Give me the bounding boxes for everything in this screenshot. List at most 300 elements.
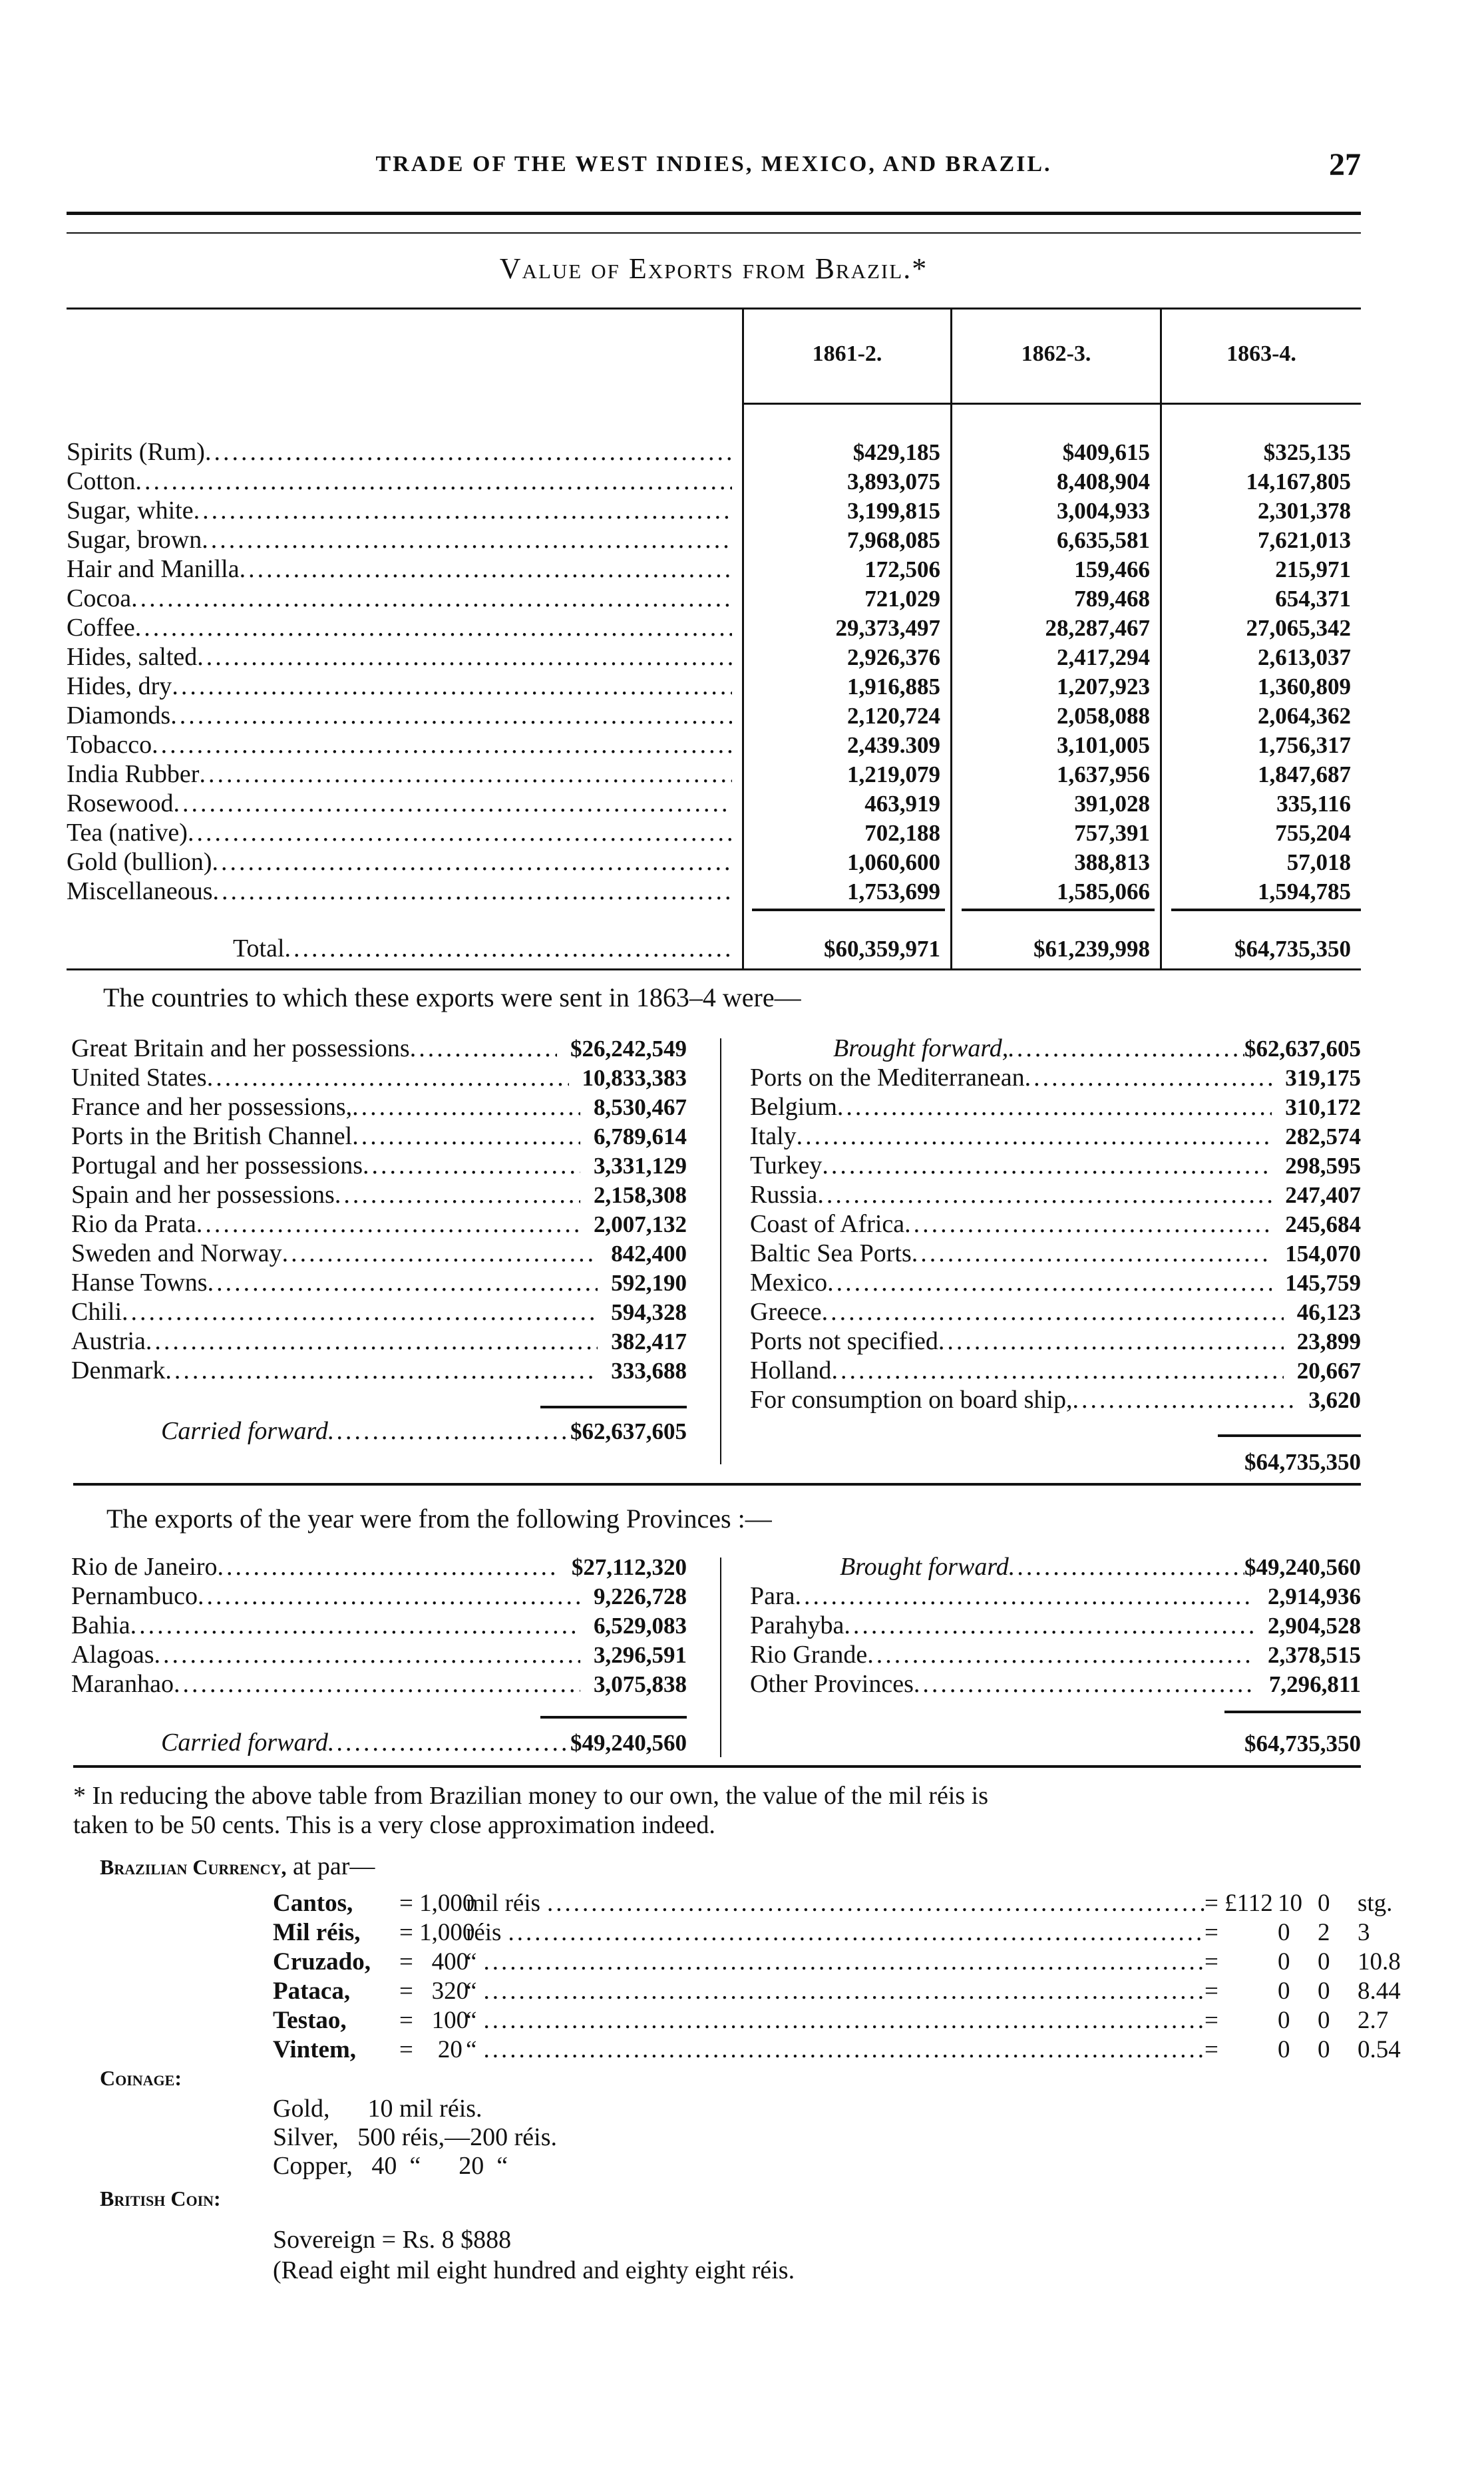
row-label-cell: [67, 525, 732, 554]
item-label: Bahia: [71, 1611, 130, 1639]
footnote-line: taken to be 50 cents. This is a very close approximation indeed.: [73, 1811, 715, 1839]
currency-unit: mil réis: [466, 1890, 541, 1917]
row-label: Sugar, white: [67, 497, 194, 524]
row-label-cell: [67, 730, 732, 759]
total-label: Total: [233, 934, 285, 962]
dot-leader: [912, 1239, 1272, 1268]
item-label: Ports not specified: [750, 1327, 938, 1355]
item-value: 333,688: [611, 1358, 687, 1384]
table-row: [67, 613, 1361, 642]
provinces-right-list: [750, 1581, 1361, 1699]
brought-forward-value: $49,240,560: [1244, 1554, 1361, 1580]
currency-b: 0: [1318, 2036, 1330, 2063]
cell-value: 7,621,013: [1258, 527, 1351, 553]
cell-value: 1,756,317: [1258, 732, 1351, 758]
currency-eq: = 20: [399, 2036, 463, 2063]
item-label-cell: [750, 1611, 1254, 1640]
currency-c: 2.7: [1358, 2007, 1389, 2034]
column-header: 1862-3.: [1021, 341, 1091, 366]
dot-leader: [483, 2006, 1205, 2035]
item-label-cell: [750, 1092, 1272, 1122]
provinces-left-list: [71, 1552, 687, 1699]
item-value: 2,378,515: [1268, 1642, 1361, 1668]
cell-value: 2,926,376: [847, 644, 940, 670]
list-item: [750, 1385, 1361, 1414]
item-label-cell: [750, 1239, 1272, 1268]
carried-forward-label: Carried forward: [161, 1417, 328, 1445]
row-label-cell: [67, 613, 732, 642]
item-label-cell: [750, 1669, 1256, 1699]
sum-rule: [1171, 909, 1361, 911]
currency-eq: = 320: [399, 1977, 469, 2005]
item-label-cell: [71, 1063, 569, 1092]
countries-left-list: [71, 1034, 687, 1385]
cell-value: 159,466: [1074, 556, 1150, 582]
coinage-heading: Coinage:: [100, 2066, 182, 2090]
row-label: Hides, dry: [67, 672, 172, 700]
cell-value: 3,004,933: [1057, 498, 1150, 524]
row-label-cell: [67, 789, 732, 818]
item-label-cell: [71, 1552, 558, 1581]
currency-equals: =: [1205, 1948, 1218, 1975]
cell-value: 1,207,923: [1057, 674, 1150, 700]
table-row: [67, 730, 1361, 759]
dot-leader: [188, 818, 732, 847]
cell-value: 1,060,600: [847, 849, 940, 875]
item-value: 46,123: [1296, 1299, 1361, 1325]
currency-c: 10.8: [1358, 1948, 1401, 1975]
cell-value: 2,439.309: [847, 732, 940, 758]
item-value: 2,904,528: [1268, 1613, 1361, 1639]
currency-eq: = 400: [399, 1948, 469, 1975]
list-item: [71, 1640, 687, 1669]
row-label-cell: [67, 847, 732, 877]
currency-a: 0: [1278, 1977, 1290, 2005]
currency-unit-cell: [466, 1948, 1205, 1977]
list-item: [750, 1327, 1361, 1356]
list-item: [750, 1122, 1361, 1151]
list-item: [71, 1669, 687, 1699]
item-label-cell: [750, 1063, 1272, 1092]
row-label-cell: [67, 437, 732, 467]
list-item: [71, 1239, 687, 1268]
currency-unit-cell: [466, 2006, 1205, 2035]
footnote: [73, 1781, 1361, 1840]
item-label-cell: [71, 1151, 580, 1180]
item-label-cell: [71, 1268, 598, 1297]
item-label-cell: [71, 1180, 580, 1209]
item-label-cell: [750, 1151, 1272, 1180]
row-label-cell: [67, 554, 732, 584]
item-value: 3,331,129: [594, 1153, 687, 1179]
cell-value: 8,408,904: [1057, 469, 1150, 495]
item-value: 842,400: [611, 1241, 687, 1267]
cell-value: 702,188: [864, 820, 940, 846]
dot-leader: [172, 672, 732, 701]
item-label-cell: [750, 1581, 1254, 1611]
cell-value: 789,468: [1074, 586, 1150, 612]
provinces-total: $64,735,350: [1244, 1731, 1361, 1757]
currency-b: 0: [1318, 2007, 1330, 2034]
cell-value: 1,847,687: [1258, 761, 1351, 787]
item-label: Rio da Prata: [71, 1210, 196, 1238]
dot-leader: [483, 1948, 1205, 1977]
header-double-rule: [67, 212, 1361, 234]
cell-value: 14,167,805: [1246, 469, 1351, 495]
table-row: [67, 584, 1361, 613]
currency-a: 0: [1278, 1919, 1290, 1946]
list-item: [71, 1268, 687, 1297]
row-label: Rosewood: [67, 789, 174, 817]
cell-value: $325,135: [1263, 439, 1351, 465]
item-label-cell: [71, 1297, 598, 1327]
coinage-item: Silver, 500 réis,—200 réis.: [273, 2123, 557, 2151]
item-label: Baltic Sea Ports: [750, 1239, 912, 1267]
cell-value: 388,813: [1074, 849, 1150, 875]
dot-leader: [154, 1640, 580, 1669]
item-value: 2,158,308: [594, 1182, 687, 1208]
item-label: Ports in the British Channel: [71, 1122, 353, 1150]
list-item: [71, 1327, 687, 1356]
row-label: Hair and Manilla: [67, 555, 240, 583]
row-label-cell: [67, 877, 732, 906]
currency-name: Testao,: [273, 2007, 347, 2034]
column-header: 1861-2.: [812, 341, 882, 366]
header-rule: [742, 403, 1361, 405]
list-item: [71, 1063, 687, 1092]
item-value: 245,684: [1285, 1211, 1361, 1237]
item-label-cell: [750, 1640, 1254, 1669]
footnote-line: * In reducing the above table from Brazilian money to our own, the value of the mil réis is: [73, 1782, 988, 1810]
item-value: 8,530,467: [594, 1094, 687, 1120]
list-item: [750, 1356, 1361, 1385]
currency-b: 2: [1318, 1919, 1330, 1946]
item-label: Pernambuco: [71, 1582, 198, 1610]
dot-leader: [213, 877, 732, 906]
item-label: Mexico: [750, 1269, 828, 1297]
item-label-cell: [71, 1581, 580, 1611]
cell-value: $429,185: [852, 439, 940, 465]
dot-leader: [335, 1180, 580, 1209]
item-label-cell: [750, 1327, 1284, 1356]
list-item: [750, 1180, 1361, 1209]
item-label: Hanse Towns: [71, 1269, 208, 1297]
item-value: 6,789,614: [594, 1124, 687, 1149]
dot-leader: [205, 437, 732, 467]
dot-leader: [199, 759, 732, 789]
cell-value: 1,753,699: [847, 879, 940, 905]
item-label-cell: [71, 1327, 598, 1356]
item-label-cell: [71, 1209, 580, 1239]
table-caption: Value of Exports from Brazil.*: [499, 252, 928, 285]
table-row: [67, 847, 1361, 877]
item-value: 247,407: [1285, 1182, 1361, 1208]
dot-leader: [483, 1977, 1205, 2006]
item-label: Alagoas: [71, 1641, 154, 1669]
item-label: Para: [750, 1582, 795, 1610]
list-item: [71, 1611, 687, 1640]
dot-leader: [240, 554, 732, 584]
carried-forward-value: $62,637,605: [570, 1418, 687, 1444]
dot-leader: [352, 1092, 580, 1122]
british-coin-list: [273, 2224, 795, 2286]
currency-unit-cell: [466, 2035, 1205, 2065]
item-label-cell: [750, 1180, 1272, 1209]
table-row: [67, 701, 1361, 730]
currency-eq: = 1,000: [399, 1919, 475, 1946]
item-value: 2,914,936: [1268, 1583, 1361, 1609]
row-label-cell: [67, 759, 732, 789]
currency-unit: réis: [466, 1919, 502, 1946]
currency-a: 0: [1278, 2007, 1290, 2034]
dot-leader: [135, 467, 732, 496]
item-label: Sweden and Norway: [71, 1239, 282, 1267]
sum-rule: [752, 909, 945, 911]
list-item: [750, 1669, 1361, 1699]
dot-leader: [218, 1552, 558, 1581]
dot-leader: [483, 2035, 1205, 2065]
currency-unit-cell: [466, 1889, 1205, 1918]
row-label: Diamonds: [67, 702, 171, 729]
row-label: Sugar, brown: [67, 526, 202, 554]
item-label-cell: [71, 1034, 557, 1063]
total-value: $61,239,998: [1033, 936, 1150, 962]
dot-leader: [914, 1669, 1256, 1699]
dot-leader: [131, 584, 732, 613]
item-value: 592,190: [611, 1270, 687, 1296]
currency-b: 0: [1318, 1977, 1330, 2005]
item-label: Spain and her possessions: [71, 1181, 335, 1209]
row-label: Gold (bullion): [67, 848, 212, 876]
dot-leader: [212, 847, 732, 877]
dot-leader: [410, 1034, 557, 1063]
dot-leader: [202, 525, 732, 554]
item-label: Austria: [71, 1327, 146, 1355]
dot-leader: [173, 789, 732, 818]
item-value: 154,070: [1285, 1241, 1361, 1267]
item-label-cell: [71, 1356, 598, 1385]
dot-leader: [152, 730, 732, 759]
item-label-cell: [750, 1209, 1272, 1239]
item-label: Great Britain and her possessions: [71, 1034, 410, 1062]
list-item: [750, 1239, 1361, 1268]
currency-name: Cantos,: [273, 1890, 353, 1917]
countries-total: $64,735,350: [1244, 1449, 1361, 1475]
countries-intro: The countries to which these exports were sent in 1863–4 were—: [103, 982, 801, 1012]
dot-leader: [194, 496, 732, 525]
list-item: [71, 1552, 687, 1581]
currency-equals: =: [1205, 2007, 1218, 2034]
list-item: [71, 1209, 687, 1239]
item-label: Denmark: [71, 1356, 166, 1384]
table-row: [67, 789, 1361, 818]
row-label: Cocoa: [67, 584, 132, 612]
cell-value: 335,116: [1276, 791, 1351, 817]
dot-leader: [547, 1889, 1205, 1918]
dot-leader: [208, 1268, 598, 1297]
carried-forward-value: $49,240,560: [570, 1730, 687, 1756]
cell-value: 3,101,005: [1057, 732, 1150, 758]
currency-unit: “: [466, 1977, 477, 2005]
currency-name: Vintem,: [273, 2036, 357, 2063]
brought-forward-label: Brought forward,: [833, 1034, 1009, 1062]
list-item: [71, 1581, 687, 1611]
list-item: [750, 1209, 1361, 1239]
dot-leader: [174, 1669, 580, 1699]
dot-leader: [363, 1151, 580, 1180]
item-label: Greece: [750, 1298, 822, 1326]
item-label-cell: [71, 1239, 598, 1268]
item-label-cell: [750, 1297, 1284, 1327]
item-value: 9,226,728: [594, 1583, 687, 1609]
list-item: [71, 1122, 687, 1151]
british-coin-item: Sovereign = Rs. 8 $888: [273, 2226, 512, 2254]
brought-forward-row: [750, 1034, 1361, 1063]
cell-value: 757,391: [1074, 820, 1150, 846]
table-row: [67, 554, 1361, 584]
item-value: 20,667: [1296, 1358, 1361, 1384]
item-label: Chili: [71, 1298, 122, 1326]
cell-value: 29,373,497: [835, 615, 940, 641]
item-label: Holland: [750, 1356, 832, 1384]
list-item: [750, 1063, 1361, 1092]
item-label: Italy: [750, 1122, 797, 1150]
item-label: Rio de Janeiro: [71, 1553, 218, 1581]
dot-leader: [831, 1356, 1283, 1385]
list-divider: [720, 1557, 721, 1757]
dot-leader: [1072, 1385, 1295, 1414]
cell-value: 3,893,075: [847, 469, 940, 495]
item-label: Other Provinces: [750, 1670, 914, 1698]
item-value: 382,417: [611, 1329, 687, 1354]
dot-leader: [938, 1327, 1284, 1356]
cell-value: 755,204: [1275, 820, 1351, 846]
item-label: France and her possessions,: [71, 1093, 353, 1121]
dot-leader: [822, 1151, 1272, 1180]
currency-equals: = £112: [1205, 1890, 1273, 1917]
item-value: 6,529,083: [594, 1613, 687, 1639]
currency-heading: [100, 1852, 375, 1882]
row-label: Hides, salted: [67, 643, 198, 671]
list-item: [71, 1297, 687, 1327]
list-item: [750, 1611, 1361, 1640]
item-value: 594,328: [611, 1299, 687, 1325]
currency-c: stg.: [1358, 1890, 1393, 1917]
item-value: 2,007,132: [594, 1211, 687, 1237]
cell-value: 7,968,085: [847, 527, 940, 553]
dot-leader: [867, 1640, 1254, 1669]
provinces-intro: The exports of the year were from the following Provinces :—: [106, 1504, 772, 1534]
dot-leader: [207, 1063, 569, 1092]
sum-rule: [1224, 1711, 1361, 1713]
brought-forward-value: $62,637,605: [1244, 1036, 1361, 1062]
currency-eq: = 100: [399, 2007, 469, 2034]
item-label: Rio Grande: [750, 1641, 868, 1669]
cell-value: 6,635,581: [1057, 527, 1150, 553]
row-label: Tea (native): [67, 819, 188, 847]
cell-value: 2,613,037: [1258, 644, 1351, 670]
column-header: 1863-4.: [1226, 341, 1296, 366]
list-item: [750, 1268, 1361, 1297]
sum-rule: [1218, 1434, 1361, 1437]
cell-value: 2,064,362: [1258, 703, 1351, 729]
cell-value: 1,219,079: [847, 761, 940, 787]
row-label-cell: [67, 584, 732, 613]
dot-leader: [795, 1581, 1254, 1611]
table-row: [67, 437, 1361, 467]
currency-unit-cell: [466, 1977, 1205, 2006]
table-row: [67, 818, 1361, 847]
cell-value: 2,120,724: [847, 703, 940, 729]
dot-leader: [196, 1209, 580, 1239]
currency-name: Cruzado,: [273, 1948, 371, 1975]
currency-name: Mil réis,: [273, 1919, 361, 1946]
currency-eq: = 1,000: [399, 1890, 475, 1917]
dot-leader: [198, 1581, 580, 1611]
row-label-cell: [67, 672, 732, 701]
dot-leader: [817, 1180, 1272, 1209]
currency-unit: “: [466, 2007, 477, 2034]
cell-value: 28,287,467: [1045, 615, 1150, 641]
list-item: [71, 1356, 687, 1385]
row-label-cell: [67, 467, 732, 496]
table-row: [67, 525, 1361, 554]
currency-equals: =: [1205, 1919, 1218, 1946]
carried-forward-label: Carried forward: [161, 1729, 328, 1757]
dot-leader: [135, 613, 732, 642]
table-row: [67, 877, 1361, 906]
item-label-cell: [750, 1356, 1284, 1385]
item-value: 23,899: [1296, 1329, 1361, 1354]
row-label-cell: [67, 496, 732, 525]
row-label: Coffee: [67, 614, 135, 642]
carried-forward-row: [71, 1728, 687, 1757]
dot-leader: [122, 1297, 598, 1327]
item-label: Maranhao: [71, 1670, 174, 1698]
item-label-cell: [71, 1122, 580, 1151]
dot-leader: [837, 1092, 1272, 1122]
cell-value: 463,919: [864, 791, 940, 817]
total-value: $64,735,350: [1234, 936, 1351, 962]
item-value: 3,075,838: [594, 1671, 687, 1697]
total-value: $60,359,971: [824, 936, 940, 962]
currency-unit: “: [466, 1948, 477, 1975]
cell-value: 1,916,885: [847, 674, 940, 700]
currency-a: 0: [1278, 2036, 1290, 2063]
page-number: 27: [1329, 147, 1361, 182]
cell-value: 57,018: [1286, 849, 1351, 875]
cell-value: 1,637,956: [1057, 761, 1150, 787]
item-value: 310,172: [1285, 1094, 1361, 1120]
item-value: $27,112,320: [571, 1554, 687, 1580]
item-label-cell: [71, 1669, 580, 1699]
row-label: Tobacco: [67, 731, 152, 759]
list-item: [71, 1180, 687, 1209]
table-row: [67, 642, 1361, 672]
currency-table: [273, 1889, 1484, 2065]
row-label: Miscellaneous: [67, 877, 213, 905]
item-value: 3,296,591: [594, 1642, 687, 1668]
dot-leader: [146, 1327, 598, 1356]
currency-unit: “: [466, 2036, 477, 2063]
dot-leader: [282, 1239, 598, 1268]
list-item: [750, 1640, 1361, 1669]
cell-value: 1,360,809: [1258, 674, 1351, 700]
currency-name: Pataca,: [273, 1977, 351, 2005]
list-item: [750, 1151, 1361, 1180]
item-label: Portugal and her possessions: [71, 1151, 363, 1179]
countries-right-list: [750, 1063, 1361, 1414]
